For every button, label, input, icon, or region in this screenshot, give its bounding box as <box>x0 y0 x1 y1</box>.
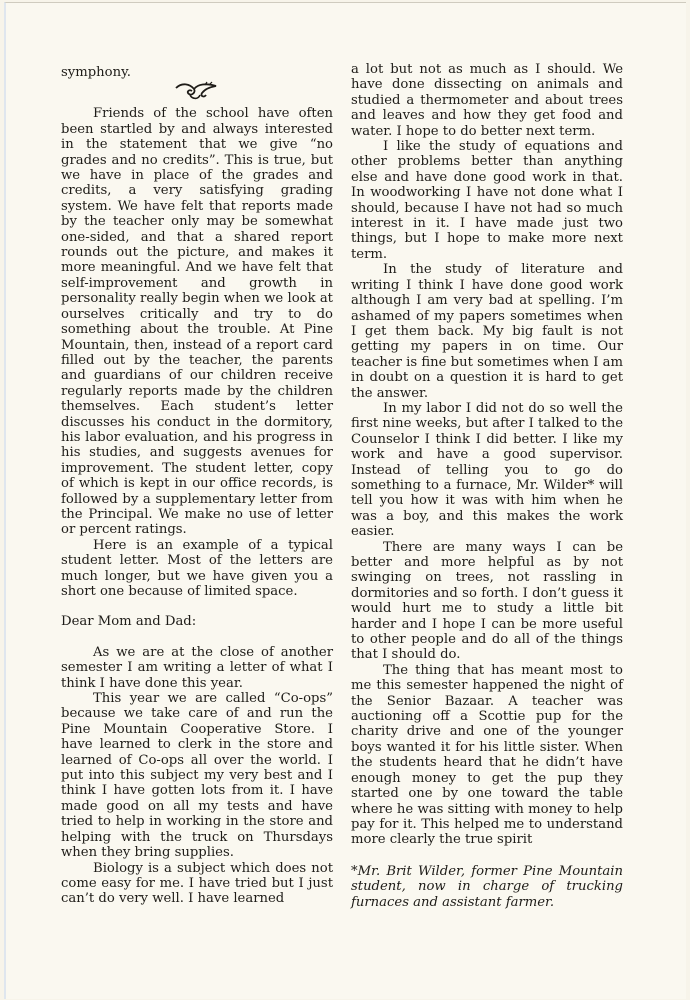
right-column <box>351 62 623 910</box>
letter-paragraph: As we are at the close of another semester I am writing a letter of what I think I have done this year. <box>61 644 333 691</box>
letter-salutation: Dear Mom and Dad: <box>61 614 197 630</box>
opening-fragment: symphony. <box>61 65 131 80</box>
letter-paragraph: The thing that has meant most to me this semester happened the night of the Senior Bazaar. A teacher was auctioning off a Scottie pup for the charity drive and one of the younger boys wanted it for his little sister. When the students heard that he didn’t have enough money to get the pup they started one by one toward the table where he was sitting with money to help pay for it. This helped me to understand more clearly the true spirit <box>351 662 623 848</box>
letter-paragraph: Biology is a subject which does not come easy for me. I have tried but I just can’t do very well. I have learned <box>61 860 333 907</box>
left-column <box>61 65 333 907</box>
scroll-ornament-icon <box>61 80 333 102</box>
letter-continuation: a lot but not as much as I should. We have done dissecting on animals and studied a thermometer and about trees and leaves and how they get food and water. I hope to do better next term. <box>351 62 623 139</box>
intro-paragraph: Friends of the school have often been startled by and always interested in the statement that we give “no grades and no credits”. This is true, but we have in place of the grades and credits, a very satisfying grading system. We have felt that reports made by the teacher only may be somewhat one-sided, and that a shared report rounds out the picture, and makes it more meaningful. And we have felt that self-improvement and growth in personality really begin when we look at ourselves critically and try to do something about the trouble. At Pine Mountain, then, instead of a report card filled out by the teacher, the parents and guardians of our children receive regularly reports made by the children themselves. Each student’s letter discusses his conduct in the dormitory, his labor evaluation, and his progress in his studies, and suggests avenues for improvement. The student letter, copy of which is kept in our office records, is followed by a supplementary letter from the Principal. We make no use of letter or percent ratings. <box>61 106 333 538</box>
letter-paragraph: This year we are called “Co-ops” because we take care of and run the Pine Mountain Cooperative Store. I have learned to clerk in the store and learned of Co-ops all over the world. I put into this subject my very best and I think I have gotten lots from it. I have made good on all my tests and have tried to help in working in the store and helping with the truck on Thursdays when they bring supplies. <box>61 691 333 861</box>
letter-paragraph: I like the study of equations and other problems better than anything else and have done good work in that. In woodworking I have not done what I should, because I have not had so much interest in it. I have made just two things, but I hope to make more next term. <box>351 139 623 262</box>
intro-paragraph: Here is an example of a typical student letter. Most of the letters are much longer, but we have given you a short one because of limited space. <box>61 537 333 599</box>
ornament-glyph <box>172 80 222 102</box>
letter-paragraph: In the study of literature and writing I think I have done good work although I am very bad at spelling. I’m ashamed of my papers sometimes when I get them back. My big fault is not getting my papers in on time. Our teacher is fine but sometimes when I am in doubt on a question it is hard to get the answer. <box>351 262 623 401</box>
document-page <box>4 2 686 999</box>
footnote: *Mr. Brit Wilder, former Pine Mountain student, now in charge of trucking furnaces and assistant farmer. <box>351 863 623 910</box>
letter-paragraph: There are many ways I can be better and more helpful as by not swinging on trees, not rassling in dormitories and so forth. I don’t guess it would hurt me to study a little bit harder and I hope I can be more useful to other people and do all of the things that I should do. <box>351 539 623 663</box>
letter-paragraph: In my labor I did not do so well the first nine weeks, but after I talked to the Counselor I think I did better. I like my work and have a good supervisor. Instead of telling you to go do something to a furnace, Mr. Wilder* will tell you how it was with him when he was a boy, and this makes the work easier. <box>351 400 623 540</box>
